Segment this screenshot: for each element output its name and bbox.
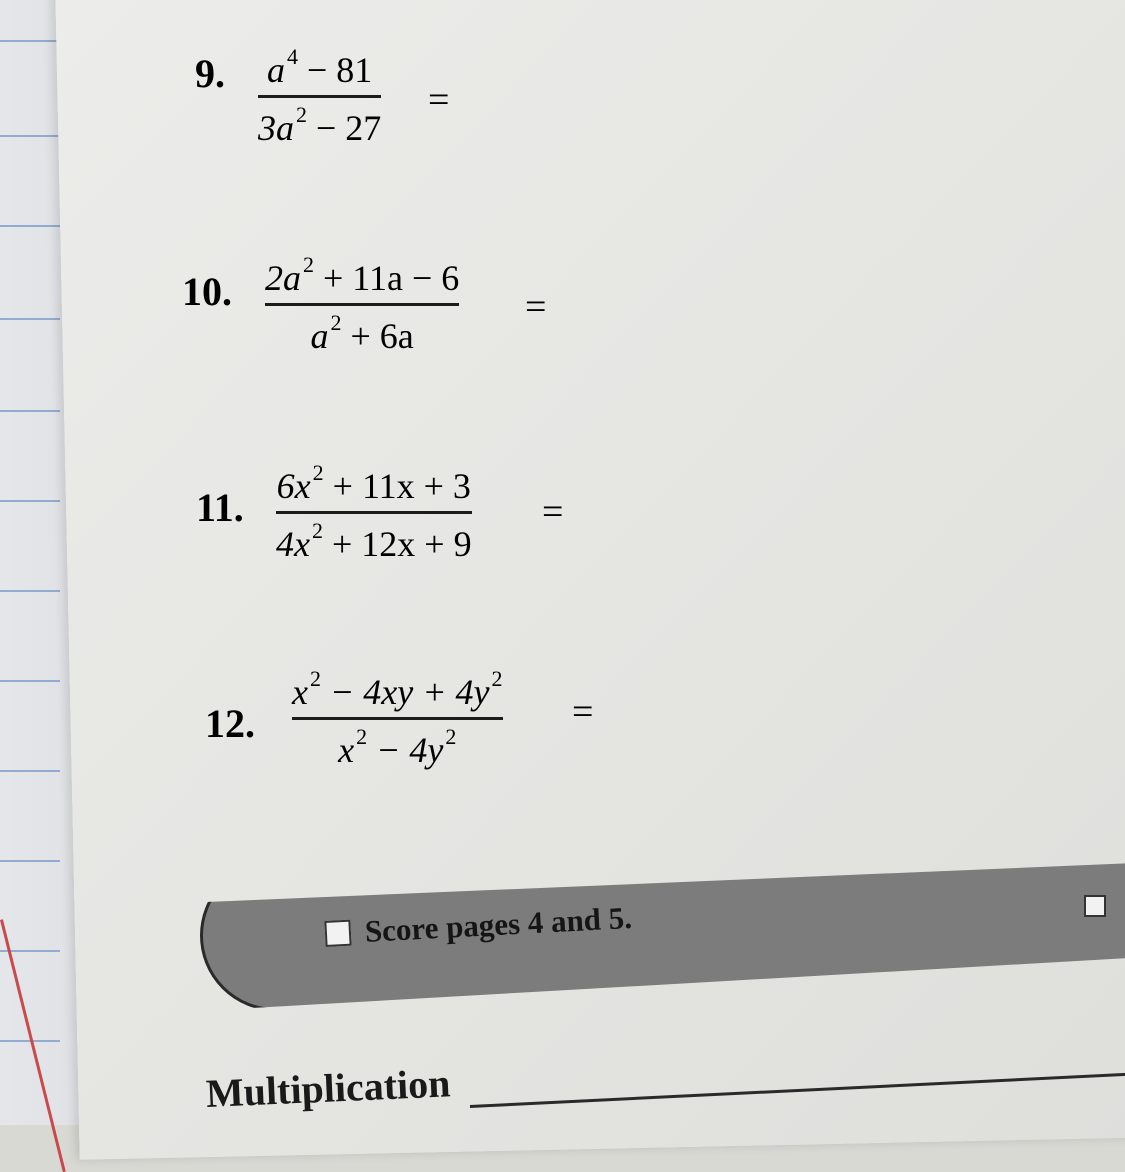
equals-sign: =: [428, 79, 450, 121]
ruled-line: [0, 318, 60, 320]
numerator: $6x^2 + 11x + 3$: [276, 460, 471, 506]
margin-line: [0, 919, 66, 1172]
fraction-bar: [276, 511, 472, 514]
fraction: [276, 460, 472, 565]
equals-sign: =: [572, 691, 594, 733]
fraction: [292, 666, 503, 771]
ruled-line: [0, 590, 60, 592]
problem-number: 11.: [196, 485, 244, 530]
problem-number: 10.: [182, 269, 232, 314]
score-label: Score pages 4 and 5.: [364, 899, 633, 949]
fraction-bar: [258, 95, 381, 98]
ruled-line: [0, 410, 60, 412]
problem-number: 12.: [205, 701, 255, 746]
fraction: [258, 44, 381, 149]
ruled-line: [0, 225, 60, 227]
section-title: Multiplication: [205, 1060, 452, 1116]
ruled-line: [0, 860, 60, 862]
numerator: $x^2 - 4xy + 4y^2$: [292, 666, 503, 712]
numerator: $a^4 - 81$: [267, 44, 373, 90]
score-checkbox[interactable]: [324, 920, 351, 947]
denominator: $a^2 + 6a$: [310, 310, 414, 356]
equals-sign: =: [542, 491, 564, 533]
equals-sign: =: [525, 286, 547, 328]
denominator: $x^2 - 4y^2$: [338, 724, 457, 770]
ruled-line: [0, 770, 60, 772]
denominator: $4x^2 + 12x + 9$: [276, 518, 472, 564]
ruled-line: [0, 135, 60, 137]
fraction: [265, 252, 459, 357]
ruled-line: [0, 40, 60, 42]
partial-checkbox[interactable]: [1084, 895, 1106, 917]
ruled-line: [0, 680, 60, 682]
ruled-line: [0, 500, 60, 502]
denominator: $3a^2 - 27$: [258, 102, 382, 148]
fraction-bar: [265, 303, 459, 306]
numerator: $2a^2 + 11a - 6$: [265, 252, 460, 298]
problem-number: 9.: [195, 51, 225, 96]
fraction-bar: [292, 717, 503, 720]
